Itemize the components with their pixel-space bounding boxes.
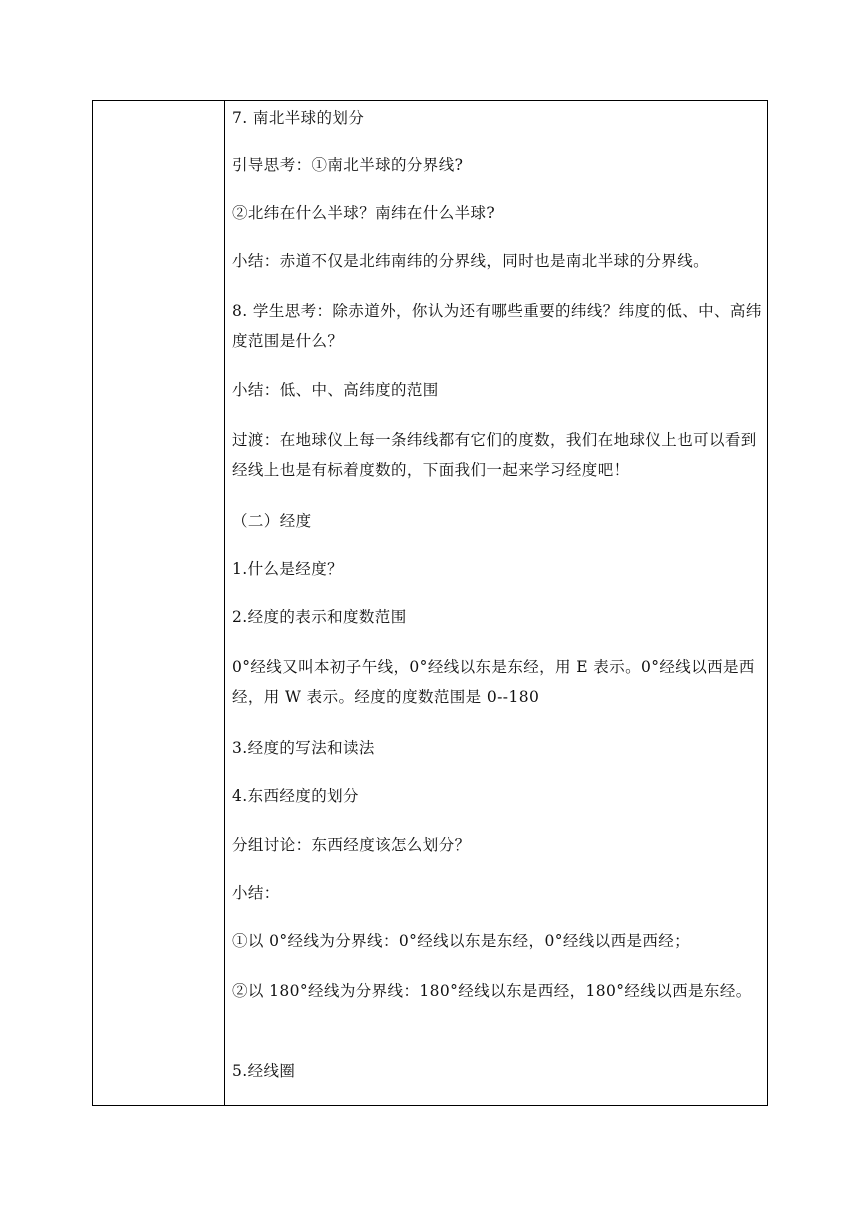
paragraph-writing-reading: 3.经度的写法和读法 <box>232 739 375 757</box>
paragraph-student-thinking: 8. 学生思考：除赤道外，你认为还有哪些重要的纬线？纬度的低、中、高纬度范围是什么？ <box>232 302 762 350</box>
paragraph-longitude-notation: 2.经度的表示和度数范围 <box>232 608 407 626</box>
paragraph-section-longitude: （二）经度 <box>232 512 312 530</box>
paragraph-question-two: ②北纬在什么半球？南纬在什么半球? <box>232 204 496 222</box>
paragraph-hemisphere-heading: 7. 南北半球的划分 <box>232 109 365 127</box>
paragraph-180-meridian-rule: ②以 180°经线为分界线：180°经线以东是西经，180°经线以西是东经。 <box>232 982 752 1000</box>
paragraph-summary-latitude-ranges: 小结：低、中、高纬度的范围 <box>232 381 439 399</box>
paragraph-east-west-division: 4.东西经度的划分 <box>232 787 359 805</box>
paragraph-guiding-question: 引导思考：①南北半球的分界线? <box>232 156 464 174</box>
paragraph-zero-meridian-rule: ①以 0°经线为分界线：0°经线以东是东经，0°经线以西是西经； <box>232 932 691 950</box>
paragraph-what-is-longitude: 1.什么是经度？ <box>232 560 343 578</box>
paragraph-summary-label: 小结： <box>232 884 280 902</box>
table-right-cell <box>225 101 767 1105</box>
table-left-cell <box>93 101 225 1105</box>
lesson-table <box>92 100 768 1106</box>
paragraph-transition: 过渡：在地球仪上每一条纬线都有它们的度数，我们在地球仪上也可以看到经线上也是有标着度数的，下面我们一起来学习经度吧！ <box>232 431 757 479</box>
paragraph-group-discussion: 分组讨论：东西经度该怎么划分？ <box>232 836 471 854</box>
paragraph-summary-equator: 小结：赤道不仅是北纬南纬的分界线，同时也是南北半球的分界线。 <box>232 252 710 270</box>
paragraph-meridian-circle: 5.经线圈 <box>232 1062 296 1080</box>
paragraph-prime-meridian: 0°经线又叫本初子午线，0°经线以东是东经，用 E 表示。0°经线以西是西经，用 W 表示。经度的度数范围是 0--180 <box>232 658 755 706</box>
